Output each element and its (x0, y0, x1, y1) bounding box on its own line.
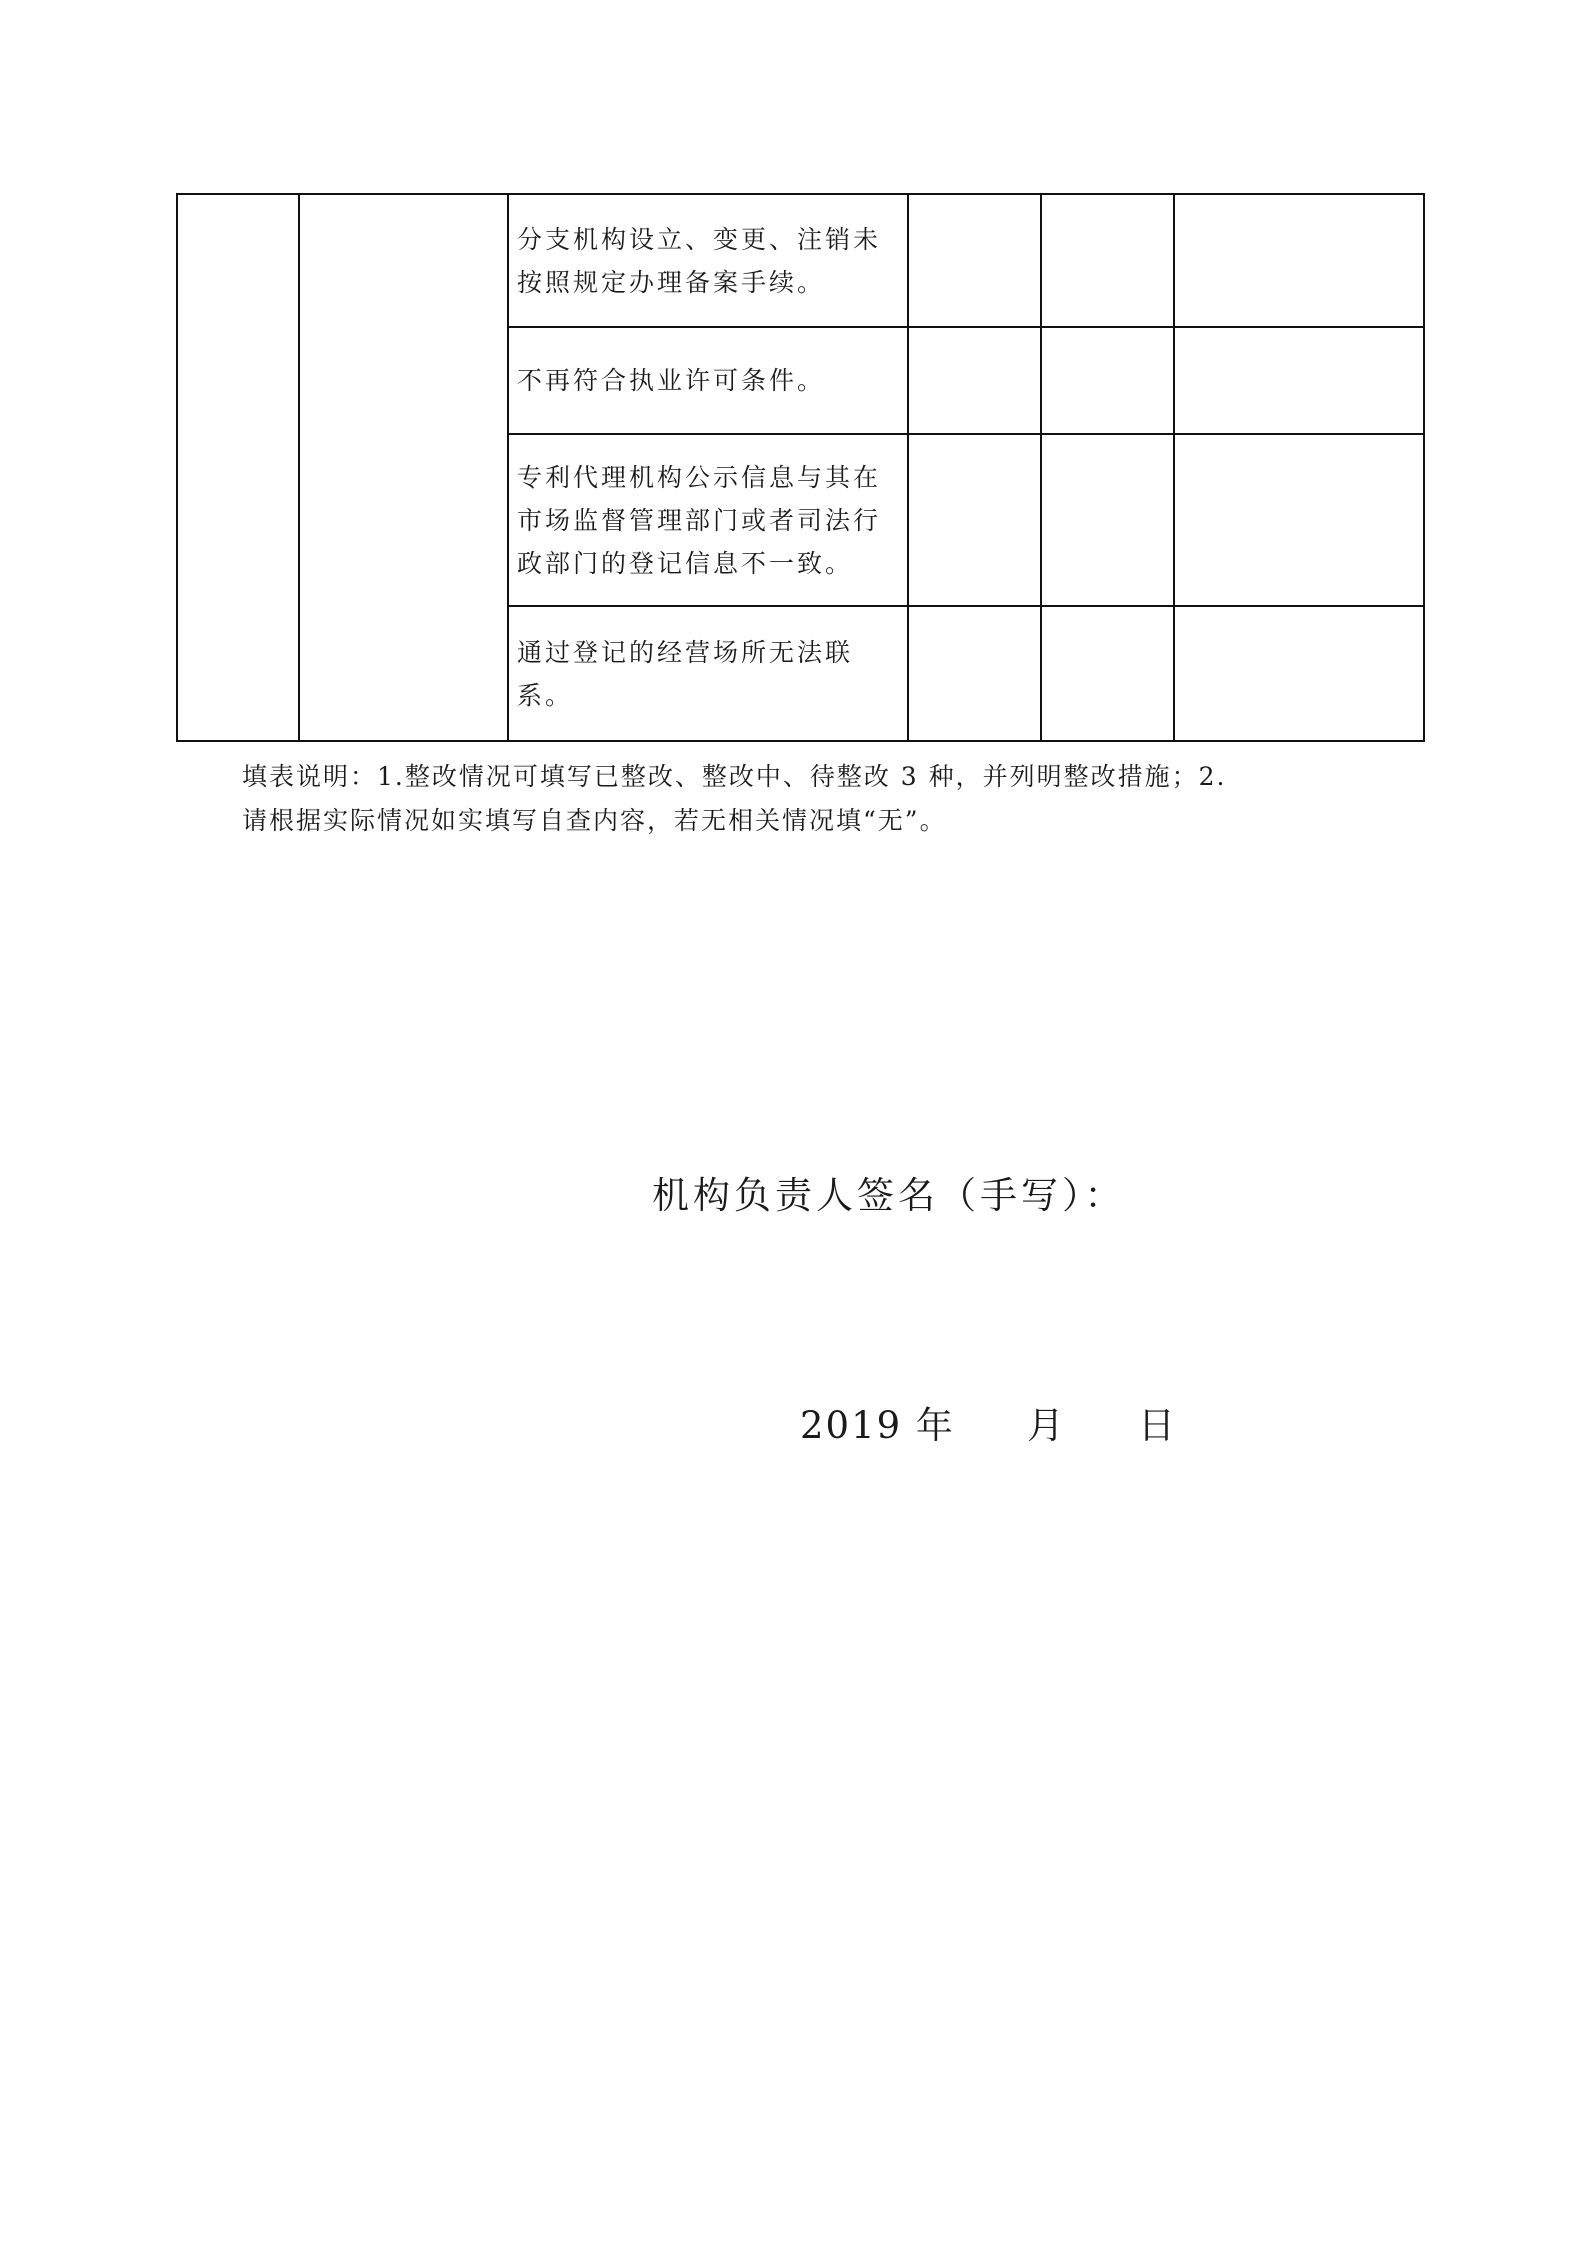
table-cell (1174, 606, 1424, 741)
table-cell (1174, 194, 1424, 327)
table-cell (1041, 434, 1174, 606)
instructions-line-1: 填表说明：1.整改情况可填写已整改、整改中、待整改 3 种，并列明整改措施；2. (242, 762, 1227, 791)
self-check-table (176, 193, 1425, 742)
check-item-text: 分支机构设立、变更、注销未按照规定办理备案手续。 (508, 194, 908, 327)
signature-label: 机构负责人签名（手写）： (652, 1174, 1126, 1217)
instructions-line-2: 请根据实际情况如实填写自查内容，若无相关情况填“无”。 (242, 806, 947, 835)
table-cell (1174, 434, 1424, 606)
table-cell (1041, 194, 1174, 327)
table-cell (908, 606, 1041, 741)
table-row (177, 194, 1424, 327)
check-item-text: 通过登记的经营场所无法联系。 (508, 606, 908, 741)
check-item-text: 不再符合执业许可条件。 (508, 327, 908, 434)
date-day: 日 (1137, 1404, 1177, 1447)
fill-instructions (242, 755, 1372, 843)
table-cell (908, 194, 1041, 327)
table-cell (1041, 606, 1174, 741)
date-line (800, 1395, 1177, 1449)
table-cell (1041, 327, 1174, 434)
check-item-text: 专利代理机构公示信息与其在市场监督管理部门或者司法行政部门的登记信息不一致。 (508, 434, 908, 606)
table-cell (908, 327, 1041, 434)
merged-cell-col1 (177, 194, 299, 741)
table-cell (1174, 327, 1424, 434)
date-year: 2019 年 (800, 1404, 955, 1447)
merged-cell-col2 (299, 194, 508, 741)
date-month: 月 (1026, 1404, 1066, 1447)
table-cell (908, 434, 1041, 606)
